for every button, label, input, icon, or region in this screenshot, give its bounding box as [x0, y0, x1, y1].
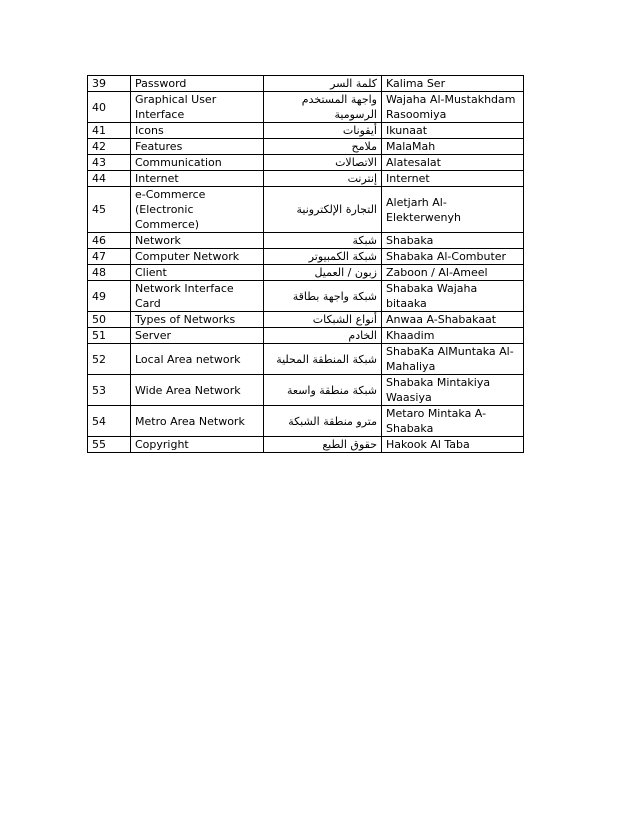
table-row: [88, 171, 524, 187]
transliteration: MalaMah: [382, 139, 524, 155]
english-term: Graphical User Interface: [131, 92, 264, 123]
term-number: 49: [88, 281, 131, 312]
transliteration: Metaro Mintaka A-Shabaka: [382, 406, 524, 437]
transliteration: Shabaka Mintakiya Waasiya: [382, 375, 524, 406]
term-number: 50: [88, 312, 131, 328]
term-number: 40: [88, 92, 131, 123]
arabic-term: واجهة المستخدم الرسومية: [264, 92, 382, 123]
arabic-term: شبكة المنطقة المحلية: [264, 344, 382, 375]
english-term: Wide Area Network: [131, 375, 264, 406]
term-number: 55: [88, 437, 131, 453]
arabic-term: الاتصالات: [264, 155, 382, 171]
table-row: [88, 265, 524, 281]
table-row: [88, 233, 524, 249]
term-number: 42: [88, 139, 131, 155]
arabic-term: زبون / العميل: [264, 265, 382, 281]
term-number: 48: [88, 265, 131, 281]
arabic-term: شبكة واجهة بطاقة: [264, 281, 382, 312]
english-term: Client: [131, 265, 264, 281]
transliteration: Internet: [382, 171, 524, 187]
english-term: Network Interface Card: [131, 281, 264, 312]
table-row: [88, 437, 524, 453]
english-term: Types of Networks: [131, 312, 264, 328]
transliteration: Alatesalat: [382, 155, 524, 171]
english-term: Network: [131, 233, 264, 249]
glossary-table: [87, 75, 524, 453]
glossary-table-body: [88, 76, 524, 453]
english-term: Communication: [131, 155, 264, 171]
english-term: e-Commerce (Electronic Commerce): [131, 187, 264, 233]
arabic-term: التجارة الإلكترونية: [264, 187, 382, 233]
transliteration: Shabaka: [382, 233, 524, 249]
table-row: [88, 187, 524, 233]
term-number: 54: [88, 406, 131, 437]
transliteration: Shabaka Wajaha bitaaka: [382, 281, 524, 312]
term-number: 45: [88, 187, 131, 233]
transliteration: Ikunaat: [382, 123, 524, 139]
transliteration: Anwaa A-Shabakaat: [382, 312, 524, 328]
term-number: 51: [88, 328, 131, 344]
term-number: 52: [88, 344, 131, 375]
arabic-term: حقوق الطبع: [264, 437, 382, 453]
english-term: Password: [131, 76, 264, 92]
english-term: Computer Network: [131, 249, 264, 265]
arabic-term: الخادم: [264, 328, 382, 344]
table-row: [88, 92, 524, 123]
table-row: [88, 312, 524, 328]
english-term: Metro Area Network: [131, 406, 264, 437]
arabic-term: شبكة منطقة واسعة: [264, 375, 382, 406]
arabic-term: شبكة: [264, 233, 382, 249]
arabic-term: أيقونات: [264, 123, 382, 139]
english-term: Server: [131, 328, 264, 344]
english-term: Internet: [131, 171, 264, 187]
arabic-term: شبكة الكمبيوتر: [264, 249, 382, 265]
transliteration: ShabaKa AlMuntaka Al-Mahaliya: [382, 344, 524, 375]
term-number: 47: [88, 249, 131, 265]
term-number: 41: [88, 123, 131, 139]
table-row: [88, 139, 524, 155]
transliteration: Hakook Al Taba: [382, 437, 524, 453]
transliteration: Khaadim: [382, 328, 524, 344]
arabic-term: أنواع الشبكات: [264, 312, 382, 328]
term-number: 53: [88, 375, 131, 406]
english-term: Local Area network: [131, 344, 264, 375]
english-term: Icons: [131, 123, 264, 139]
transliteration: Aletjarh Al-Elekterwenyh: [382, 187, 524, 233]
table-row: [88, 281, 524, 312]
table-row: [88, 375, 524, 406]
term-number: 39: [88, 76, 131, 92]
transliteration: Kalima Ser: [382, 76, 524, 92]
english-term: Features: [131, 139, 264, 155]
term-number: 46: [88, 233, 131, 249]
table-row: [88, 249, 524, 265]
table-row: [88, 155, 524, 171]
arabic-term: كلمة السر: [264, 76, 382, 92]
table-row: [88, 123, 524, 139]
term-number: 43: [88, 155, 131, 171]
table-row: [88, 76, 524, 92]
table-row: [88, 406, 524, 437]
transliteration: Zaboon / Al-Ameel: [382, 265, 524, 281]
term-number: 44: [88, 171, 131, 187]
arabic-term: ملامح: [264, 139, 382, 155]
transliteration: Wajaha Al-Mustakhdam Rasoomiya: [382, 92, 524, 123]
arabic-term: مترو منطقة الشبكة: [264, 406, 382, 437]
english-term: Copyright: [131, 437, 264, 453]
table-row: [88, 328, 524, 344]
arabic-term: إنترنت: [264, 171, 382, 187]
table-row: [88, 344, 524, 375]
transliteration: Shabaka Al-Combuter: [382, 249, 524, 265]
